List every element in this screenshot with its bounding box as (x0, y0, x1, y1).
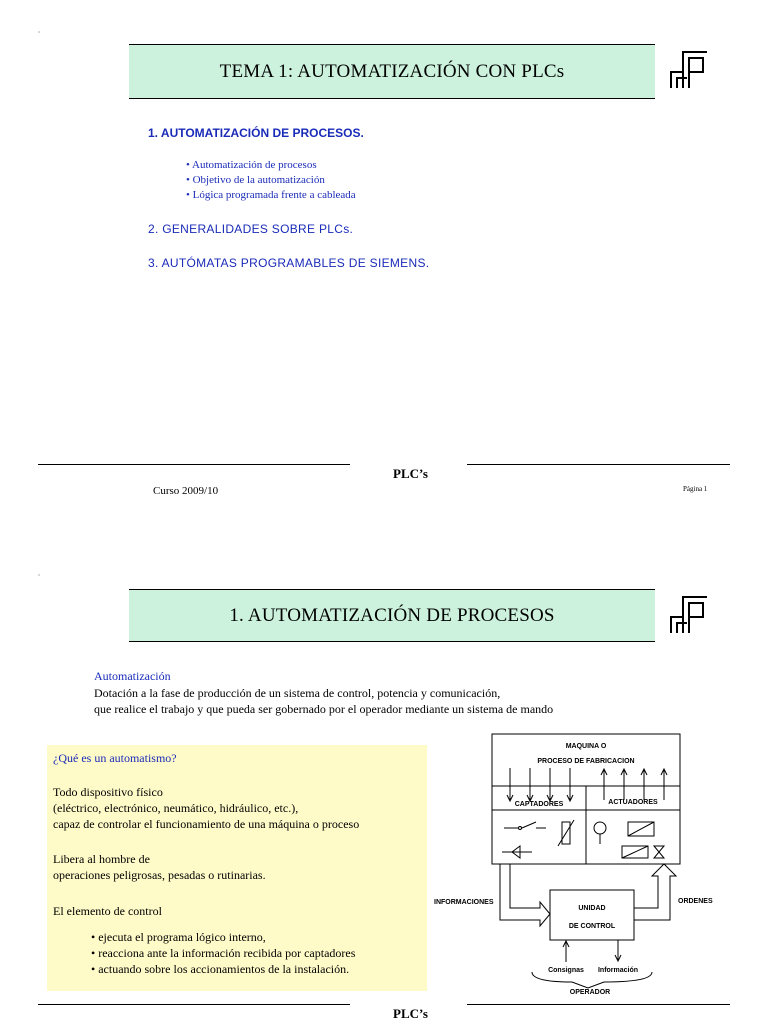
ordenes-label: ORDENES (678, 898, 713, 905)
slide2-title-bar (129, 589, 655, 642)
control-unit-label-line1: UNIDAD (578, 905, 606, 912)
machine-label-line2: PROCESO DE FABRICACION (537, 758, 635, 765)
list-item: • Lógica programada frente a cableada (186, 189, 356, 201)
slide1-title: TEMA 1: AUTOMATIZACIÓN CON PLCs (219, 60, 565, 82)
control-bullets (91, 929, 355, 977)
footer-rule-right (467, 464, 730, 465)
automatism-box (47, 745, 427, 991)
section1-subitems (186, 158, 356, 203)
page-number: Página 1 (683, 485, 708, 493)
captadores-label: CAPTADORES (514, 801, 564, 808)
control-unit-box (550, 890, 634, 940)
definition-p2-line1: Libera al hombre de (53, 852, 150, 866)
definition-line-2: que realice el trabajo y que pueda ser gobernado por el operador mediante un sistema de mando (94, 702, 554, 716)
section3-heading: 3. AUTÓMATAS PROGRAMABLES DE SIEMENS. (148, 256, 430, 270)
section1-heading: 1. AUTOMATIZACIÓN DE PROCESOS. (148, 126, 364, 140)
course-label: Curso 2009/10 (153, 485, 219, 497)
definition-line-1: Dotación a la fase de producción de un sistema de control, potencia y comunicación, (94, 686, 501, 700)
slide2-title: 1. AUTOMATIZACIÓN DE PROCESOS (229, 604, 555, 626)
section2-heading: 2. GENERALIDADES SOBRE PLCs. (148, 222, 354, 236)
slide1-title-bar (129, 44, 655, 99)
list-item: • actuando sobre los accionamientos de la instalación. (91, 962, 350, 976)
definition-p2-line2: operaciones peligrosas, pesadas o rutinarias. (53, 868, 266, 882)
list-item: • reacciona ante la información recibida por captadores (91, 946, 356, 960)
department-logo-icon (667, 48, 711, 92)
automatism-question: ¿Qué es un automatismo? (53, 751, 177, 765)
operador-label: OPERADOR (569, 989, 611, 996)
list-item: • Automatización de procesos (186, 159, 317, 171)
list-item: • ejecuta el programa lógico interno, (91, 930, 266, 944)
list-item: • Objetivo de la automatización (186, 174, 325, 186)
slide-marker: ▫ (38, 573, 41, 579)
slide1-footer-label: PLC’s (393, 466, 428, 481)
definition-p1-line1: Todo dispositivo físico (53, 785, 163, 799)
footer-rule-left (38, 1004, 350, 1005)
slide-marker: ▫ (38, 30, 41, 36)
slide2-footer-label: PLC’s (393, 1006, 428, 1021)
definition-p1-line3: capaz de controlar el funcionamiento de una máquina o proceso (53, 817, 360, 831)
definition-p1-line2: (eléctrico, electrónico, neumático, hidráulico, etc.), (53, 801, 299, 815)
footer-rule-right (467, 1004, 730, 1005)
department-logo-icon (667, 593, 711, 637)
footer-rule-left (38, 464, 350, 465)
control-unit-label-line2: DE CONTROL (568, 923, 616, 930)
informaciones-label: INFORMACIONES (434, 899, 494, 906)
informacion-label: Información (597, 967, 639, 974)
consignas-label: Consignas (548, 967, 584, 974)
automation-diagram (432, 732, 732, 1000)
automation-heading: Automatización (94, 669, 171, 683)
machine-label-line1: MAQUINA O (565, 743, 607, 750)
control-element-label: El elemento de control (53, 904, 162, 918)
actuadores-label: ACTUADORES (608, 799, 658, 806)
